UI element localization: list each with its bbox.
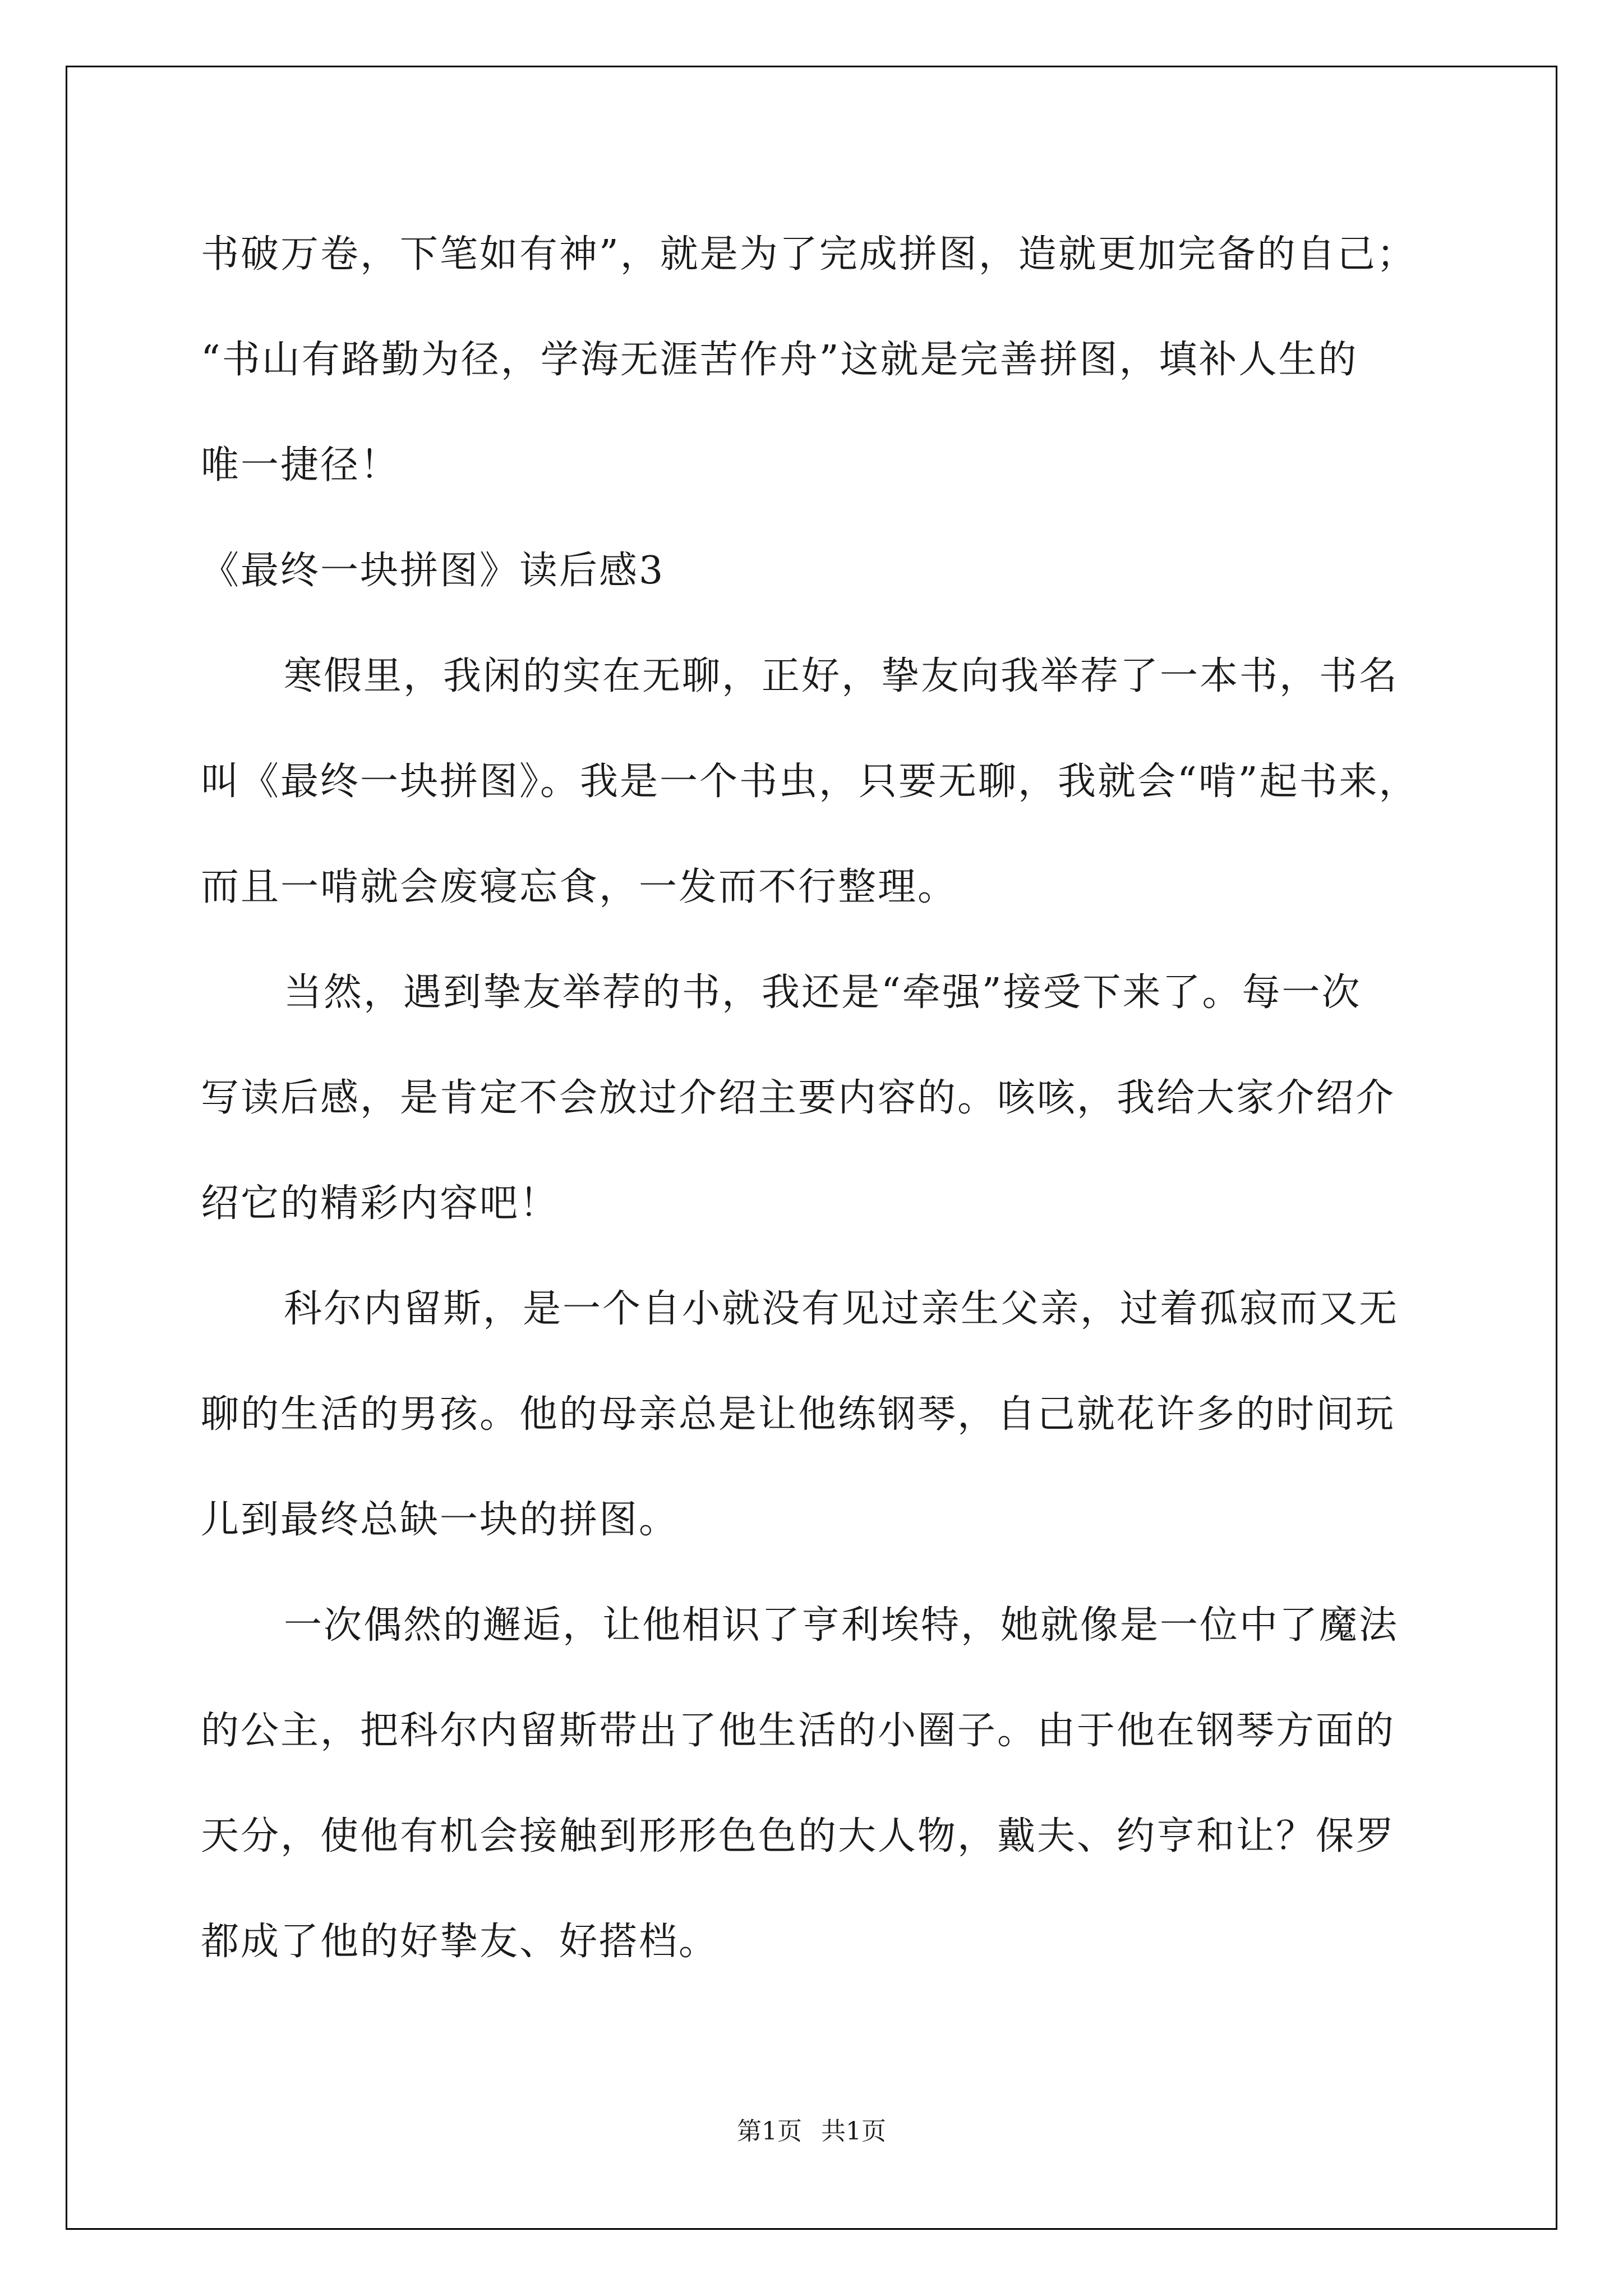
page-footer bbox=[0, 2115, 1623, 2148]
text-line: 而且一啃就会废寝忘食，一发而不行整理。 bbox=[201, 865, 958, 909]
paragraph-first-line: 科尔内留斯，是一个自小就没有见过亲生父亲，过着孤寂而又无 bbox=[284, 1287, 1399, 1331]
document-body bbox=[201, 202, 1429, 1995]
text-line: 唯一捷径！ bbox=[201, 443, 400, 487]
page-total: 共1页 bbox=[821, 2117, 886, 2146]
section-title: 《最终一块拼图》读后感3 bbox=[201, 549, 665, 593]
paragraph-first-line: 当然，遇到挚友举荐的书，我还是“牵强”接受下来了。每一次 bbox=[284, 970, 1362, 1015]
text-line: “书山有路勤为径，学海无涯苦作舟”这就是完善拼图，填补人生的 bbox=[201, 338, 1358, 382]
text-line: 绍它的精彩内容吧！ bbox=[201, 1181, 560, 1226]
paragraph-first-line: 寒假里，我闲的实在无聊，正好，挚友向我举荐了一本书，书名 bbox=[284, 654, 1399, 698]
text-line: 的公主，把科尔内留斯带出了他生活的小圈子。由于他在钢琴方面的 bbox=[201, 1709, 1396, 1753]
text-line: 天分，使他有机会接触到形形色色的大人物，戴夫、约亨和让？保罗 bbox=[201, 1814, 1396, 1858]
page-number: 第1页 bbox=[737, 2117, 802, 2146]
text-line: 书破万卷，下笔如有神”，就是为了完成拼图，造就更加完备的自己； bbox=[201, 232, 1417, 277]
text-line: 叫《最终一块拼图》。我是一个书虫，只要无聊，我就会“啃”起书来， bbox=[201, 760, 1419, 804]
paragraph-first-line: 一次偶然的邂逅，让他相识了亨利埃特，她就像是一位中了魔法 bbox=[284, 1603, 1399, 1648]
text-line: 都成了他的好挚友、好搭档。 bbox=[201, 1920, 719, 1964]
text-line: 写读后感，是肯定不会放过介绍主要内容的。咳咳，我给大家介绍介 bbox=[201, 1076, 1396, 1120]
text-line: 聊的生活的男孩。他的母亲总是让他练钢琴，自己就花许多的时间玩 bbox=[201, 1392, 1396, 1437]
text-line: 儿到最终总缺一块的拼图。 bbox=[201, 1498, 679, 1542]
